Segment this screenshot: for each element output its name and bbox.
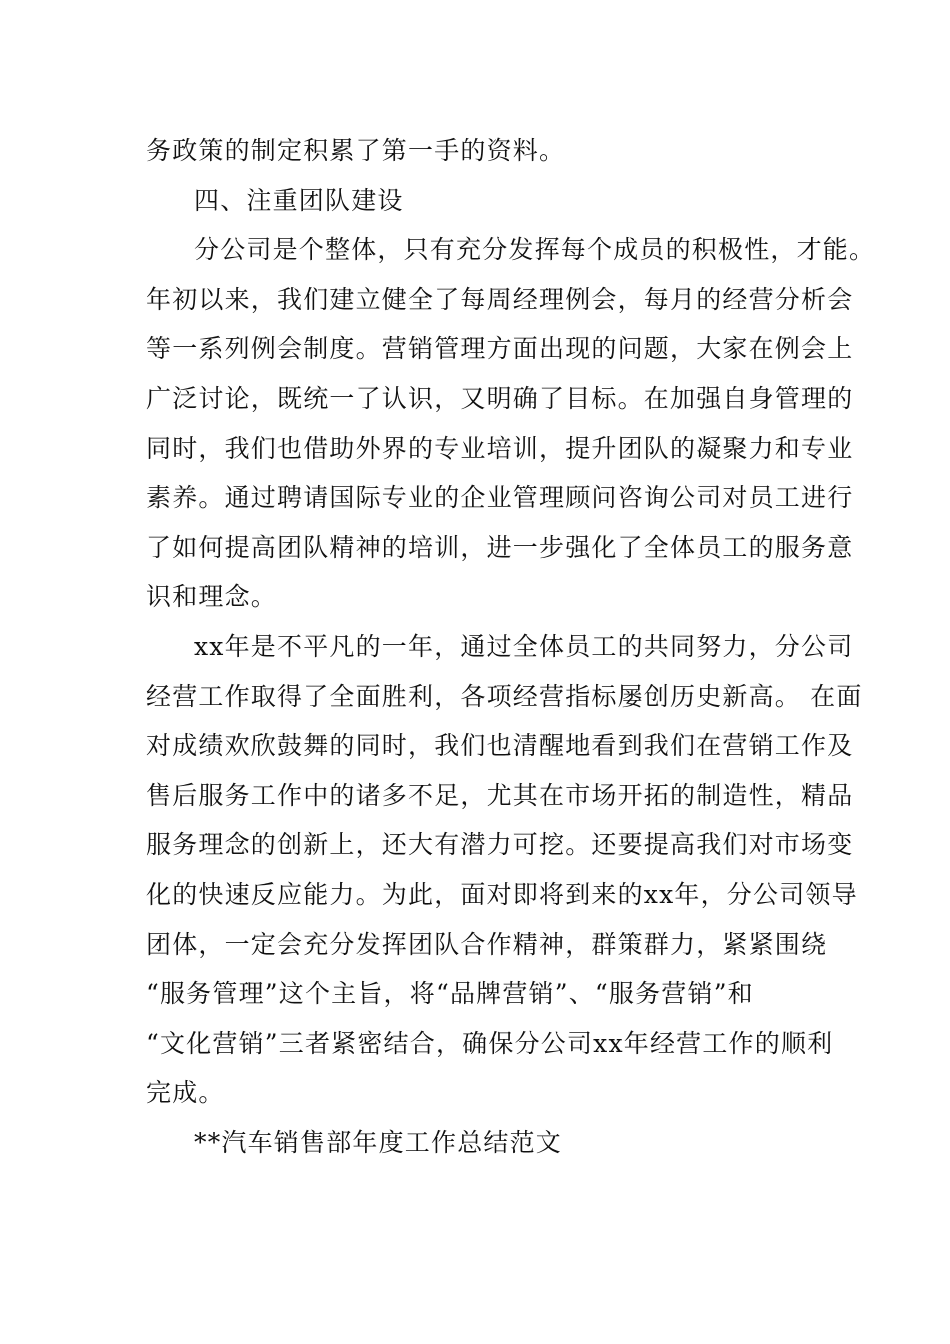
text-line: “文化营销”三者紧密结合，确保分公司xx年经营工作的顺利 bbox=[146, 1028, 834, 1058]
paragraph-first-line: xx年是不平凡的一年，通过全体员工的共同努力，分公司 bbox=[194, 631, 854, 661]
paragraph-first-line: 分公司是个整体，只有充分发挥每个成员的积极性，才能。 bbox=[194, 235, 876, 265]
text-line: 对成绩欢欣鼓舞的同时，我们也清醒地看到我们在营销工作及 bbox=[146, 731, 854, 761]
text-line: 广泛讨论，既统一了认识，又明确了目标。在加强自身管理的 bbox=[146, 383, 854, 413]
text-line: 售后服务工作中的诸多不足，尤其在市场开拓的制造性，精品 bbox=[146, 780, 854, 810]
text-line: 同时，我们也借助外界的专业培训，提升团队的凝聚力和专业 bbox=[146, 433, 854, 463]
text-line: 化的快速反应能力。为此，面对即将到来的xx年，分公司领导 bbox=[146, 879, 858, 909]
text-line: “服务管理”这个主旨，将“品牌营销”、“服务营销”和 bbox=[146, 979, 754, 1009]
document-title-line: **汽车销售部年度工作总结范文 bbox=[194, 1127, 563, 1157]
text-line: 年初以来，我们建立健全了每周经理例会，每月的经营分析会 bbox=[146, 284, 854, 314]
text-line: 务政策的制定积累了第一手的资料。 bbox=[146, 136, 566, 165]
text-line: 经营工作取得了全面胜利，各项经营指标屡创历史新高。 在面 bbox=[146, 681, 863, 711]
section-heading: 四、注重团队建设 bbox=[194, 185, 404, 215]
text-line: 服务理念的创新上，还大有潜力可挖。还要提高我们对市场变 bbox=[146, 830, 854, 860]
text-line: 了如何提高团队精神的培训，进一步强化了全体员工的服务意 bbox=[146, 532, 854, 562]
document-body bbox=[146, 126, 876, 1167]
text-line: 完成。 bbox=[146, 1078, 225, 1108]
text-line: 团体，一定会充分发挥团队合作精神，群策群力，紧紧围绕 bbox=[146, 929, 828, 959]
text-line: 素养。通过聘请国际专业的企业管理顾问咨询公司对员工进行 bbox=[146, 483, 854, 513]
text-line: 等一系列例会制度。营销管理方面出现的问题，大家在例会上 bbox=[146, 334, 854, 364]
text-line: 识和理念。 bbox=[146, 582, 278, 612]
